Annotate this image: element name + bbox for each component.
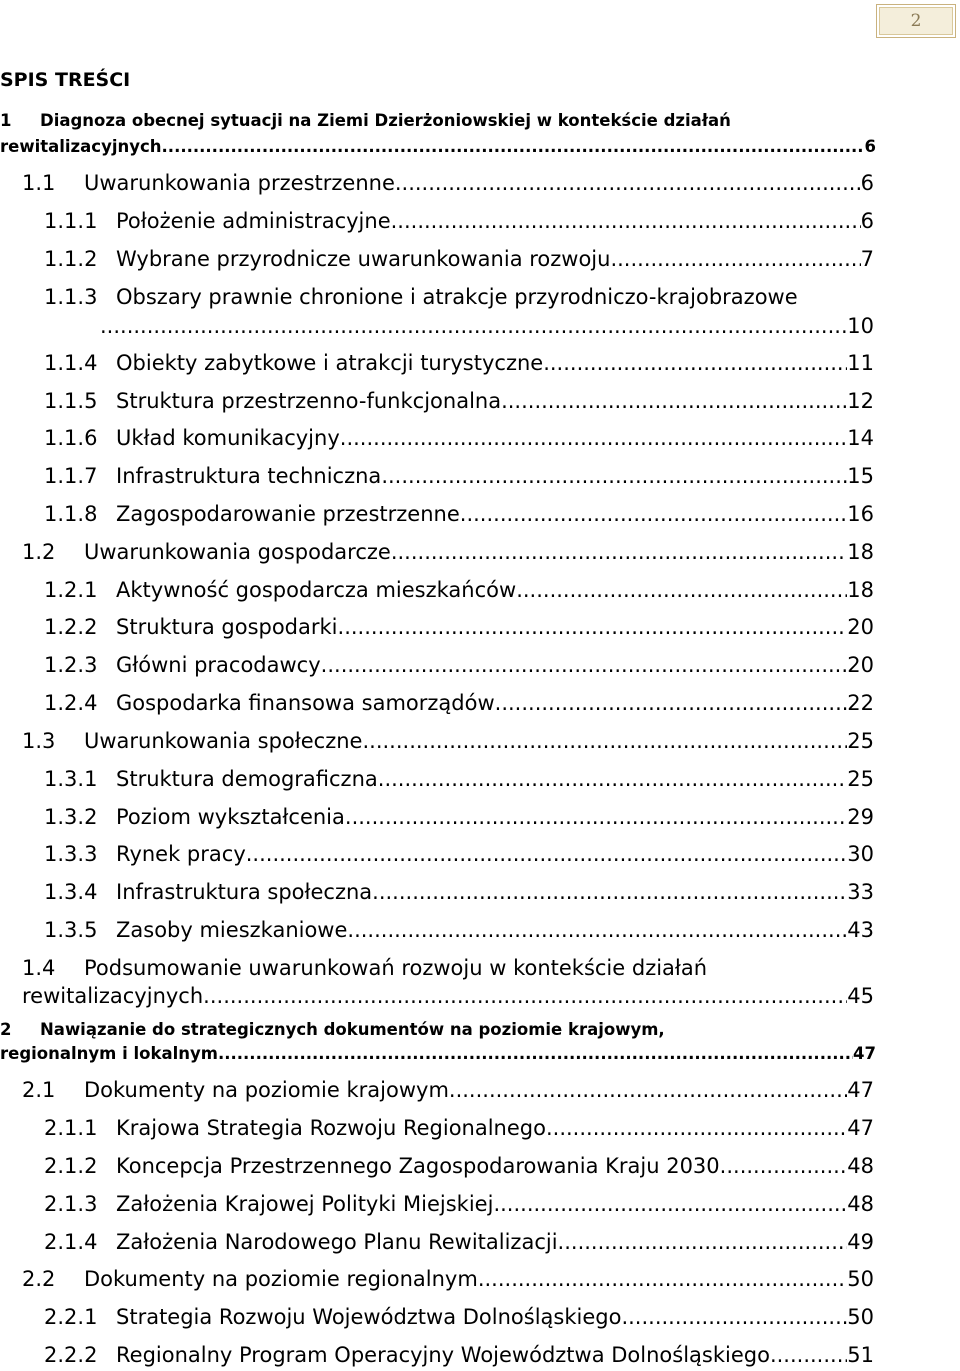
toc-entry-number: 1.3.3	[44, 842, 98, 866]
toc-entry-page: 15	[847, 464, 874, 488]
toc-entry-number: 1.3.2	[44, 805, 98, 829]
toc-entry-page: 43	[847, 918, 874, 942]
toc-entry-page: 12	[847, 389, 874, 413]
toc-entry-number: 1.3.5	[44, 918, 98, 942]
toc-entry-number: 1	[0, 111, 12, 130]
toc-entry-number: 2.2.1	[44, 1305, 98, 1329]
toc-entry-page: 20	[847, 615, 874, 639]
toc-entry-number: 1.2.1	[44, 578, 98, 602]
toc-entry-title: Obszary prawnie chronione i atrakcje przyrodniczo-krajobrazowe	[116, 285, 798, 309]
toc-leader-dots	[218, 1044, 853, 1063]
toc-entry-number: 1.2.4	[44, 691, 98, 715]
toc-entry-page: 48	[847, 1192, 874, 1216]
toc-entry-title: Uwarunkowania przestrzenne	[84, 171, 395, 195]
toc-entry[interactable]	[44, 918, 874, 942]
toc-entry-page: 16	[847, 502, 874, 526]
toc-leader-dots	[621, 1305, 847, 1329]
toc-entry-title: Infrastruktura społeczna	[116, 880, 373, 904]
toc-entry[interactable]	[44, 842, 874, 866]
toc-entry-page: 51	[847, 1343, 874, 1367]
toc-entry-page: 45	[847, 984, 874, 1008]
toc-leader-dots	[770, 1343, 847, 1367]
toc-entry[interactable]	[44, 1305, 874, 1329]
toc-entry-title-cont: rewitalizacyjnych	[22, 984, 204, 1008]
toc-leader-dots	[100, 314, 847, 338]
toc-entry[interactable]	[22, 1078, 874, 1102]
toc-entry-number: 1.1	[22, 171, 56, 195]
toc-entry-title: Struktura gospodarki	[116, 615, 338, 639]
toc-entry-number: 2.1.1	[44, 1116, 98, 1140]
toc-entry-page: 49	[847, 1230, 874, 1254]
toc-entry-number: 2.2.2	[44, 1343, 98, 1367]
page-number-badge	[876, 4, 956, 38]
toc-entry-page: 47	[847, 1078, 874, 1102]
toc-entry-title: Nawiązanie do strategicznych dokumentów na poziomie krajowym,	[40, 1020, 665, 1039]
toc-entry-page: 6	[860, 209, 874, 233]
toc-leader-dots	[546, 1116, 847, 1140]
toc-leader-dots	[378, 767, 848, 791]
toc-entry[interactable]	[22, 956, 874, 980]
toc-entry-number: 1.3	[22, 729, 56, 753]
toc-entry-title: Strategia Rozwoju Województwa Dolnośląskiego	[116, 1305, 622, 1329]
toc-entry[interactable]	[22, 729, 874, 753]
toc-entry[interactable]	[44, 1116, 874, 1140]
toc-entry-number: 1.1.7	[44, 464, 98, 488]
toc-entry-continuation[interactable]	[0, 1044, 876, 1063]
toc-entry-number: 1.2	[22, 540, 56, 564]
toc-leader-dots	[501, 389, 847, 413]
toc-entry-page: 11	[847, 351, 874, 375]
toc-entry-page: 22	[847, 691, 874, 715]
toc-leader-dots	[381, 464, 847, 488]
toc-entry-title: Struktura przestrzenno-funkcjonalna	[116, 389, 502, 413]
toc-leader-dots	[543, 351, 847, 375]
toc-entry[interactable]	[22, 540, 874, 564]
toc-entry-number: 2	[0, 1020, 12, 1039]
toc-entry-title: Krajowa Strategia Rozwoju Regionalnego	[116, 1116, 546, 1140]
toc-entry-page: 48	[847, 1154, 874, 1178]
toc-entry-page: 50	[847, 1267, 874, 1291]
toc-entry-title: Zasoby mieszkaniowe	[116, 918, 348, 942]
toc-entry[interactable]	[44, 502, 874, 526]
toc-entry-title: Uwarunkowania gospodarcze	[84, 540, 391, 564]
toc-entry[interactable]	[44, 285, 874, 309]
toc-entry-number: 2.1	[22, 1078, 56, 1102]
toc-leader-dots	[321, 653, 848, 677]
toc-entry-number: 2.1.2	[44, 1154, 98, 1178]
toc-entry-page: 47	[853, 1044, 876, 1063]
toc-entry-page: 18	[847, 540, 874, 564]
toc-leader-dots	[610, 247, 860, 271]
toc-entry-title-cont: regionalnym i lokalnym	[0, 1044, 218, 1063]
toc-entry-page: 18	[847, 578, 874, 602]
toc-entry-title: Poziom wykształcenia	[116, 805, 345, 829]
toc-entry-continuation[interactable]	[100, 314, 874, 338]
toc-leader-dots	[203, 984, 847, 1008]
toc-entry[interactable]	[44, 767, 874, 791]
toc-entry[interactable]	[44, 464, 874, 488]
toc-entry-continuation[interactable]	[0, 137, 876, 156]
toc-entry[interactable]	[22, 1267, 874, 1291]
toc-entry[interactable]	[0, 111, 876, 130]
toc-entry-number: 2.1.4	[44, 1230, 98, 1254]
toc-entry-title: Gospodarka finansowa samorządów	[116, 691, 495, 715]
toc-entry-number: 1.1.2	[44, 247, 98, 271]
toc-entry-page: 10	[847, 314, 874, 338]
toc-entry-title: Położenie administracyjne	[116, 209, 391, 233]
toc-entry[interactable]	[44, 1343, 874, 1367]
toc-leader-dots	[347, 918, 847, 942]
toc-entry-title: Główni pracodawcy	[116, 653, 321, 677]
toc-entry-title: Koncepcja Przestrzennego Zagospodarowania Kraju 2030	[116, 1154, 720, 1178]
toc-leader-dots	[493, 1192, 847, 1216]
toc-entry-title: Dokumenty na poziomie krajowym	[84, 1078, 449, 1102]
toc-entry-number: 1.1.8	[44, 502, 98, 526]
toc-leader-dots	[338, 615, 848, 639]
toc-entry-title: Aktywność gospodarcza mieszkańców	[116, 578, 517, 602]
toc-entry[interactable]	[0, 1020, 876, 1039]
toc-entry-page: 50	[847, 1305, 874, 1329]
toc-entry-title: Dokumenty na poziomie regionalnym	[84, 1267, 478, 1291]
toc-entry-title: Obiekty zabytkowe i atrakcji turystyczne	[116, 351, 544, 375]
toc-leader-dots	[362, 729, 847, 753]
toc-entry-number: 1.1.3	[44, 285, 98, 309]
toc-entry-page: 14	[847, 426, 874, 450]
toc-leader-dots	[720, 1154, 848, 1178]
toc-entry-number: 1.3.1	[44, 767, 98, 791]
toc-entry[interactable]	[22, 171, 874, 195]
toc-leader-dots	[516, 578, 847, 602]
toc-entry[interactable]	[44, 1230, 874, 1254]
toc-entry-number: 1.1.4	[44, 351, 98, 375]
toc-entry-number: 1.3.4	[44, 880, 98, 904]
toc-entry[interactable]	[44, 653, 874, 677]
toc-leader-dots	[460, 502, 848, 526]
toc-entry-number: 1.4	[22, 956, 56, 980]
toc-entry-title: Diagnoza obecnej sytuacji na Ziemi Dzierżoniowskiej w kontekście działań	[40, 111, 731, 130]
toc-entry[interactable]	[44, 247, 874, 271]
toc-entry-page: 20	[847, 653, 874, 677]
toc-leader-dots	[395, 171, 861, 195]
toc-entry[interactable]	[44, 1192, 874, 1216]
toc-entry[interactable]	[44, 615, 874, 639]
toc-entry-number: 1.1.5	[44, 389, 98, 413]
toc-entry-number: 2.1.3	[44, 1192, 98, 1216]
toc-leader-dots	[162, 137, 865, 156]
toc-entry-title: Zagospodarowanie przestrzenne	[116, 502, 460, 526]
toc-entry-page: 30	[847, 842, 874, 866]
toc-entry[interactable]	[44, 1154, 874, 1178]
toc-leader-dots	[478, 1267, 847, 1291]
toc-entry-title: Struktura demograficzna	[116, 767, 378, 791]
toc-entry[interactable]	[44, 389, 874, 413]
toc-entry-title-cont: rewitalizacyjnych	[0, 137, 162, 156]
toc-entry-page: 29	[847, 805, 874, 829]
toc-leader-dots	[246, 842, 848, 866]
toc-entry[interactable]	[44, 805, 874, 829]
toc-entry-page: 7	[860, 247, 874, 271]
toc-entry[interactable]	[44, 578, 874, 602]
toc-entry[interactable]	[44, 880, 874, 904]
toc-entry-title: Wybrane przyrodnicze uwarunkowania rozwoju	[116, 247, 611, 271]
toc-entry-number: 2.2	[22, 1267, 56, 1291]
toc-entry-title: Infrastruktura techniczna	[116, 464, 382, 488]
toc-entry-page: 6	[860, 171, 874, 195]
page-number: 2	[910, 11, 922, 31]
toc-title: SPIS TREŚCI	[0, 69, 131, 91]
toc-entry[interactable]	[44, 691, 874, 715]
toc-entry-page: 47	[847, 1116, 874, 1140]
toc-entry-page: 6	[864, 137, 876, 156]
toc-entry-title: Założenia Krajowej Polityki Miejskiej	[116, 1192, 494, 1216]
toc-leader-dots	[391, 209, 861, 233]
toc-leader-dots	[449, 1078, 847, 1102]
toc-entry-number: 1.1.1	[44, 209, 98, 233]
toc-entry-title: Układ komunikacyjny	[116, 426, 340, 450]
toc-entry-title: Regionalny Program Operacyjny Województwa Dolnośląskiego	[116, 1343, 770, 1367]
toc-leader-dots	[372, 880, 847, 904]
toc-entry-continuation[interactable]	[22, 984, 874, 1008]
toc-entry-title: Uwarunkowania społeczne	[84, 729, 363, 753]
toc-entry[interactable]	[44, 351, 874, 375]
toc-entry-page: 25	[847, 729, 874, 753]
toc-entry-title: Założenia Narodowego Planu Rewitalizacji	[116, 1230, 558, 1254]
toc-leader-dots	[391, 540, 847, 564]
toc-leader-dots	[495, 691, 848, 715]
toc-entry-title: Podsumowanie uwarunkowań rozwoju w kontekście działań	[84, 956, 708, 980]
toc-entry-number: 1.1.6	[44, 426, 98, 450]
toc-entry-title: Rynek pracy	[116, 842, 246, 866]
toc-entry-page: 33	[847, 880, 874, 904]
toc-entry-number: 1.2.3	[44, 653, 98, 677]
toc-leader-dots	[558, 1230, 848, 1254]
toc-leader-dots	[345, 805, 847, 829]
toc-entry[interactable]	[44, 426, 874, 450]
toc-leader-dots	[340, 426, 848, 450]
toc-entry-number: 1.2.2	[44, 615, 98, 639]
toc-entry-page: 25	[847, 767, 874, 791]
toc-entry[interactable]	[44, 209, 874, 233]
